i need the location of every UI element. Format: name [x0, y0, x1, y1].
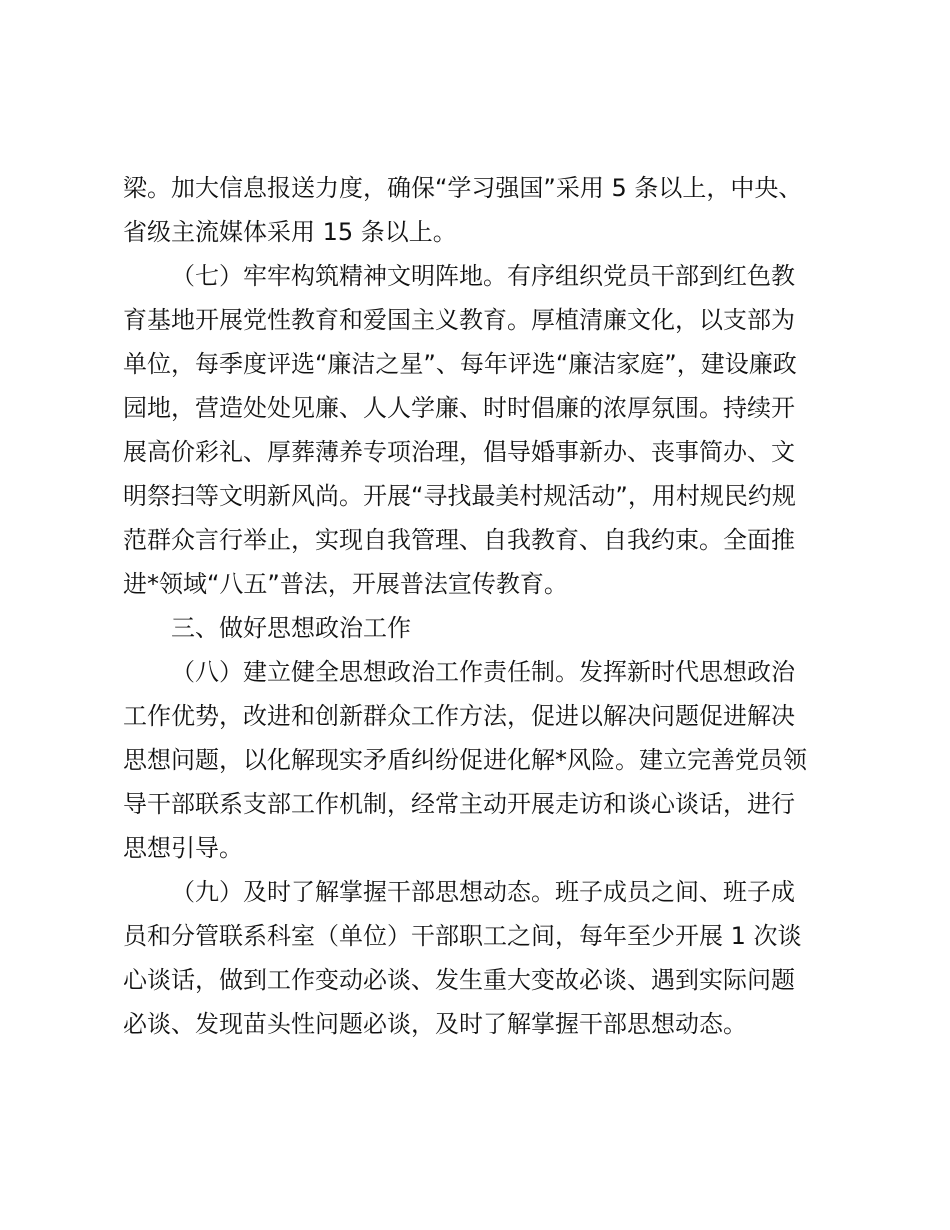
paragraph-line: 进*领域“八五”普法，开展普法宣传教育。: [123, 570, 568, 598]
paragraph-line: 省级主流媒体采用 15 条以上。: [123, 218, 457, 246]
paragraph-line: 单位，每季度评选“廉洁之星”、每年评选“廉洁家庭”，建设廉政: [123, 350, 797, 378]
section-nine-heading-line: （九）及时了解掌握干部思想动态。班子成员之间、班子成: [171, 878, 795, 906]
paragraph-line: 园地，营造处处见廉、人人学廉、时时倡廉的浓厚氛围。持续开: [123, 394, 795, 422]
paragraph-line: 导干部联系支部工作机制，经常主动开展走访和谈心谈话，进行: [123, 790, 795, 818]
paragraph-line: 育基地开展党性教育和爱国主义教育。厚植清廉文化，以支部为: [123, 306, 795, 334]
paragraph-line: 明祭扫等文明新风尚。开展“寻找最美村规活动”，用村规民约规: [123, 482, 796, 510]
paragraph-line: 心谈话，做到工作变动必谈、发生重大变故必谈、遇到实际问题: [123, 966, 795, 994]
paragraph-line: 梁。加大信息报送力度，确保“学习强国”采用 5 条以上，中央、: [123, 174, 803, 202]
paragraph-line: 思想引导。: [123, 834, 243, 862]
paragraph-line: 员和分管联系科室（单位）干部职工之间，每年至少开展 1 次谈: [123, 922, 802, 950]
paragraph-line: 思想问题，以化解现实矛盾纠纷促进化解*风险。建立完善党员领: [123, 746, 807, 774]
section-three-heading: 三、做好思想政治工作: [171, 614, 411, 642]
section-seven-heading-line: （七）牢牢构筑精神文明阵地。有序组织党员干部到红色教: [171, 262, 795, 290]
paragraph-line: 必谈、发现苗头性问题必谈，及时了解掌握干部思想动态。: [123, 1010, 747, 1038]
document-body: [123, 166, 835, 1046]
paragraph-line: 范群众言行举止，实现自我管理、自我教育、自我约束。全面推: [123, 526, 795, 554]
paragraph-line: 展高价彩礼、厚葬薄养专项治理，倡导婚事新办、丧事简办、文: [123, 438, 795, 466]
paragraph-line: 工作优势，改进和创新群众工作方法，促进以解决问题促进解决: [123, 702, 795, 730]
section-eight-heading-line: （八）建立健全思想政治工作责任制。发挥新时代思想政治: [171, 658, 795, 686]
